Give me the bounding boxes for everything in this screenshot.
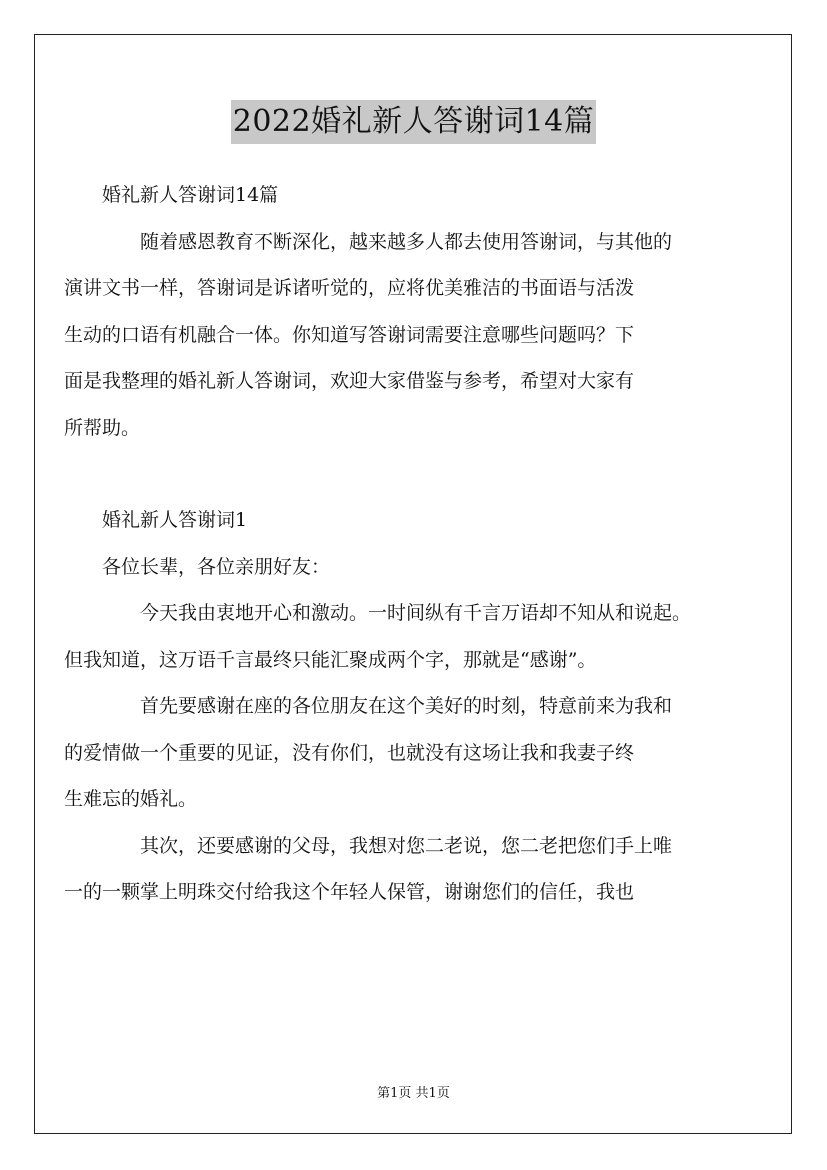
- intro-line: 生动的口语有机融合一体。你知道写答谢词需要注意哪些问题吗？下: [64, 323, 635, 346]
- intro-line: 所帮助。: [64, 416, 141, 439]
- intro-paragraph: [64, 219, 742, 452]
- paragraph-line: 其次，还要感谢的父母，我想对您二老说，您二老把您们手上唯: [140, 834, 673, 857]
- paragraph-line: 首先要感谢在座的各位朋友在这个美好的时刻，特意前来为我和: [140, 695, 673, 717]
- paragraph-line: 一的一颗掌上明珠交付给我这个年轻人保管，谢谢您们的信任，我也: [64, 881, 635, 903]
- intro-line: 演讲文书一样，答谢词是诉诸听觉的，应将优美雅洁的书面语与活泼: [64, 277, 635, 299]
- document-subtitle: 婚礼新人答谢词14篇: [102, 184, 279, 206]
- paragraph-line: 的爱情做一个重要的见证，没有你们，也就没有这场让我和我妻子终: [64, 741, 635, 764]
- blank-line: [102, 451, 742, 497]
- section-heading: 婚礼新人答谢词1: [102, 509, 248, 531]
- body-paragraph: [64, 590, 742, 683]
- page-number-footer: 第1页 共1页: [377, 1086, 450, 1101]
- intro-line: 随着感恩教育不断深化，越来越多人都去使用答谢词，与其他的: [140, 230, 673, 253]
- document-title-text: 2022婚礼新人答谢词14篇: [231, 100, 597, 144]
- paragraph-line: 今天我由衷地开心和激动。一时间纵有千言万语却不知从和说起。: [140, 602, 692, 624]
- body-paragraph: [64, 823, 742, 916]
- document-body: [64, 172, 742, 916]
- document-title: [0, 100, 827, 144]
- paragraph-line: 生难忘的婚礼。: [64, 788, 198, 810]
- paragraph-line: 但我知道，这万语千言最终只能汇聚成两个字，那就是“感谢”。: [64, 648, 597, 671]
- salutation: 各位长辈，各位亲朋好友：: [102, 555, 331, 578]
- intro-line: 面是我整理的婚礼新人答谢词，欢迎大家借鉴与参考，希望对大家有: [64, 370, 635, 392]
- body-paragraph: [64, 683, 742, 823]
